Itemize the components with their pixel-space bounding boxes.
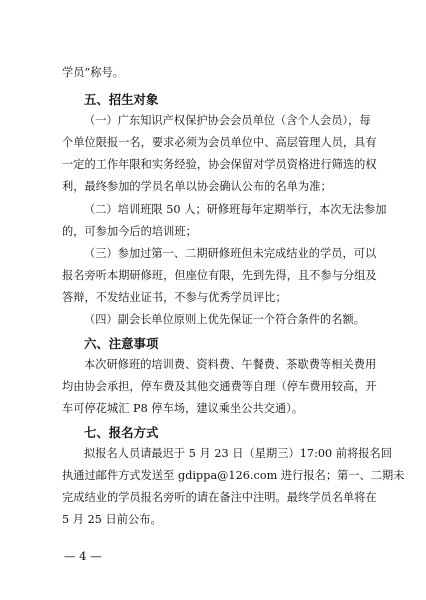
section-5-heading: 五、招生对象 [84, 92, 159, 107]
section-5-line-9: 答辩，不发结业证书，不参与优秀学员评比； [62, 291, 287, 304]
section-5-line-2: 个单位限报一名，要求必须为会员单位中、高层管理人员，具有 [62, 136, 377, 149]
section-7-line-1: 拟报名人员请最迟于 5 月 23 日（星期三）17:00 前将报名回 [84, 447, 393, 460]
section-5-line-1: （一）广东知识产权保护协会会员单位（含个人会员），每 [84, 114, 371, 127]
section-6-line-3: 车可停花城汇 P8 停车场，建议乘坐公共交通）。 [62, 402, 304, 415]
page-number: — 4 — [64, 549, 102, 563]
section-5-line-10: （四）副会长单位原则上优先保证一个符合条件的名额。 [84, 313, 365, 326]
intro-line: 学员”称号。 [62, 66, 124, 79]
section-5-line-4: 利，最终参加的学员名单以协会确认公布的名单为准； [62, 180, 332, 193]
section-5-line-6: 的，可参加今后的培训班； [62, 225, 197, 238]
section-7-line-2: 执通过邮件方式发送至 gdippa@126.com 进行报名；第一、二期未 [62, 469, 405, 482]
section-5-line-5: （二）培训班限 50 人；研修班每年定期举行，本次无法参加 [84, 203, 387, 216]
section-6-heading: 六、注意事项 [84, 336, 159, 351]
section-7-heading: 七、报名方式 [84, 425, 159, 440]
section-7-line-4: 5 月 25 日前公布。 [62, 513, 162, 526]
section-5-line-8: 报名旁听本期研修班，但座位有限，先到先得，且不参与分组及 [62, 269, 377, 282]
section-5-line-7: （三）参加过第一、二期研修班但未完成结业的学员，可以 [84, 247, 377, 260]
section-6-line-1: 本次研修班的培训费、资料费、午餐费、茶歇费等相关费用 [84, 358, 377, 371]
section-5-line-3: 一定的工作年限和实务经验，协会保留对学员资格进行筛选的权 [62, 158, 377, 171]
section-6-line-2: 均由协会承担，停车费及其他交通费等自理（停车费用较高，开 [62, 380, 377, 393]
section-7-line-3: 完成结业的学员报名旁听的请在备注中注明。最终学员名单将在 [62, 491, 377, 504]
